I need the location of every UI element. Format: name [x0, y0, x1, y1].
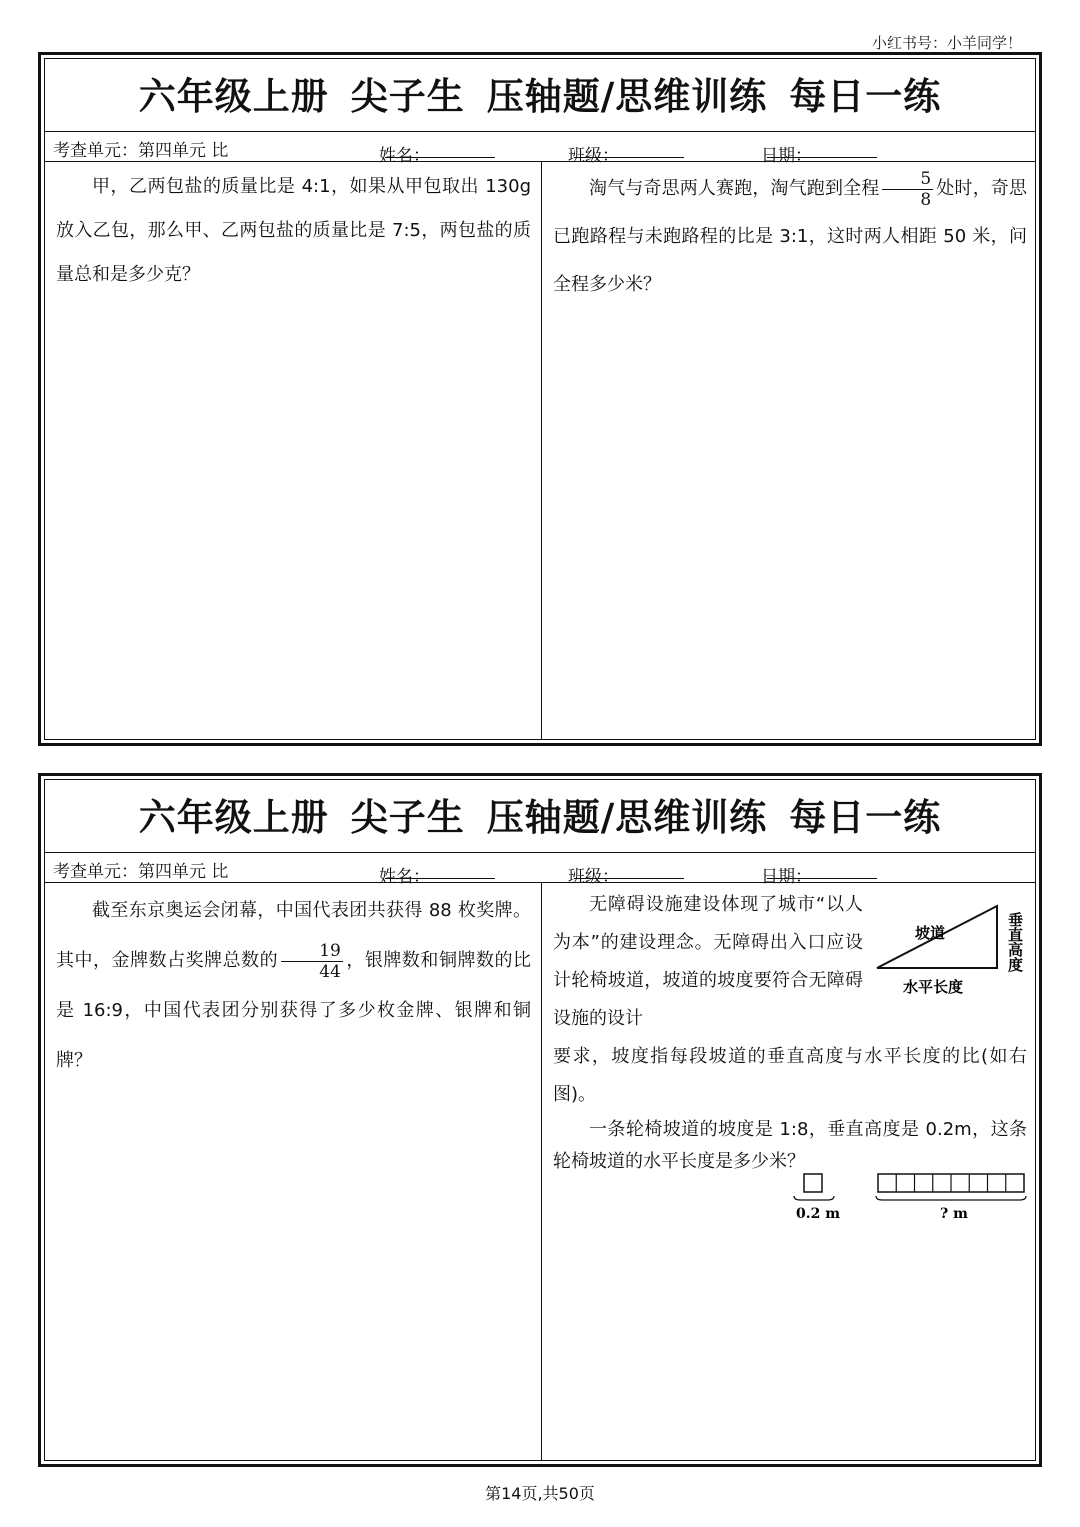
- problem-race: [542, 161, 1035, 739]
- fraction: $\frac{19}{44}$: [281, 941, 343, 982]
- problem-text: 淘气与奇思两人赛跑，淘气跑到全程 $\frac{5}{8}$ 处时，奇思已跑路程与未跑路程的比是 3:1，这时两人相距 50 米，问全程多少米？: [553, 168, 1028, 295]
- fraction: $\frac{5}{8}$: [882, 169, 933, 210]
- problem-text: 截至东京奥运会闭幕，中国代表团共获得 88 枚奖牌。其中，金牌数占奖牌总数的 $\frac{19}{44}$ ，银牌数和铜牌数的比是 16:9，中国代表团分别获得了多少枚金牌、银牌和铜牌？: [56, 900, 532, 1071]
- info-row: 考查单元：第四单元 比 姓名： 班级： 日期：: [45, 852, 1035, 883]
- worksheet-title: 六年级上册 尖子生 压轴题/思维训练 每日一练: [45, 59, 1035, 132]
- unit-label: 考查单元：第四单元 比: [53, 141, 229, 161]
- segmented-bar: [878, 1174, 1024, 1192]
- watermark: 小红书号：小羊同学！: [871, 34, 1022, 52]
- slope-label: 坡道: [915, 924, 946, 942]
- worksheet-title: 六年级上册 尖子生 压轴题/思维训练 每日一练: [45, 780, 1035, 853]
- worksheet-2: [38, 773, 1042, 1467]
- info-row: 考查单元：第四单元 比 姓名： 班级： 日期：: [45, 131, 1035, 162]
- problem-ramp: [542, 882, 1035, 1460]
- problem-salt: [45, 161, 542, 739]
- problem-cont: 要求，坡度指每段坡道的垂直高度与水平长度的比(如右图)。: [553, 1046, 1027, 1105]
- bar-diagram: [792, 1170, 1032, 1226]
- vertical-label: 垂直高度: [1006, 912, 1024, 972]
- unit-label: 考查单元：第四单元 比: [53, 862, 229, 882]
- ramp-diagram: [869, 890, 1029, 1000]
- problem-text: 甲，乙两包盐的质量比是 4:1，如果从甲包取出 130g 放入乙包，那么甲、乙两包盐的质量比是 7:5，两包盐的质量总和是多少克？: [56, 176, 531, 285]
- unit-bar-label: 0.2 m: [796, 1206, 841, 1222]
- horizontal-label: 水平长度: [903, 978, 964, 996]
- total-bar-label: ? m: [940, 1206, 968, 1222]
- problem-olympics: [45, 882, 542, 1460]
- problem-intro: 无障碍设施建设体现了城市“以人为本”的建设理念。无障碍出入口应设计轮椅坡道，坡道的坡度要符合无障碍设施的设计: [553, 894, 863, 1029]
- worksheet-1: [38, 52, 1042, 746]
- page-footer: 第14页,共50页: [485, 1484, 595, 1503]
- problem-question: 一条轮椅坡道的坡度是 1:8，垂直高度是 0.2m，这条轮椅坡道的水平长度是多少米？: [553, 1119, 1027, 1172]
